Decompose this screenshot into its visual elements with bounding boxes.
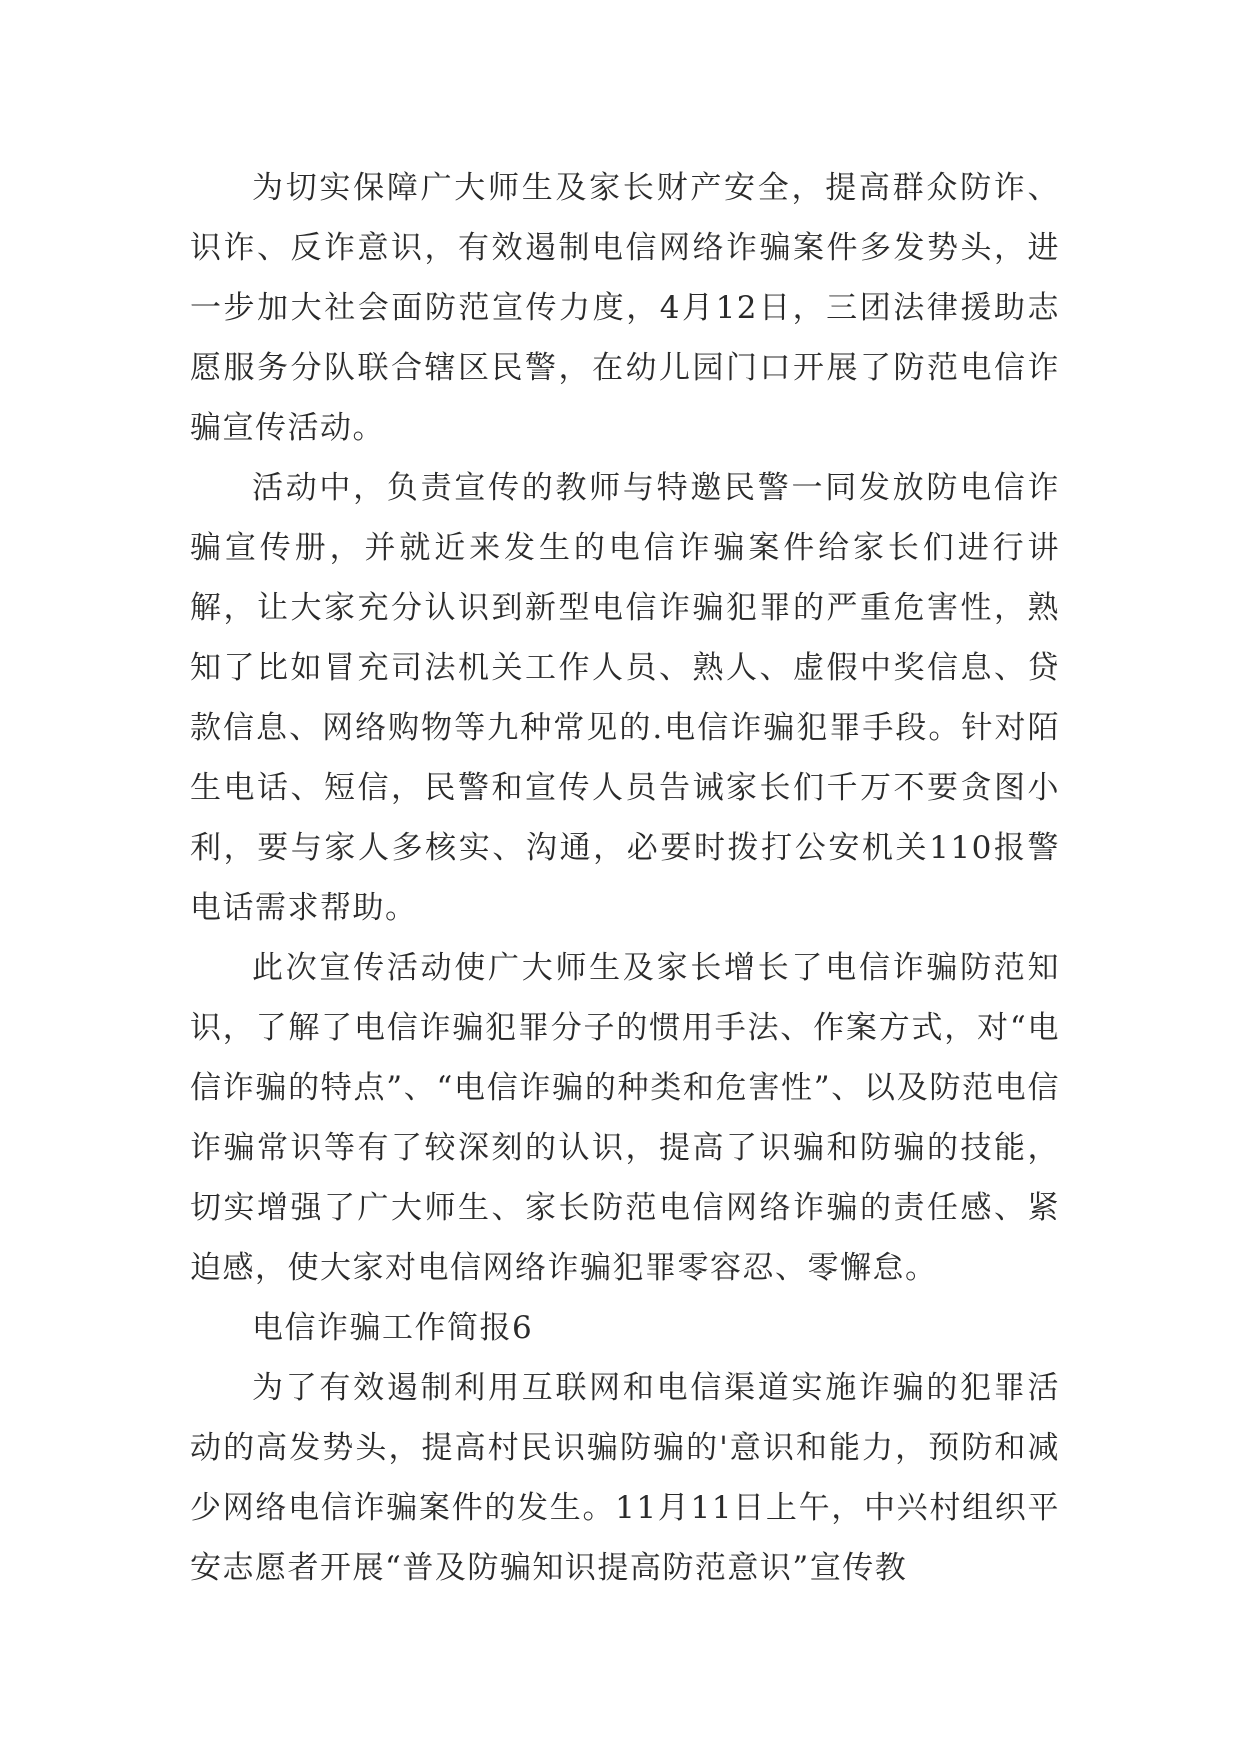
section-heading: 电信诈骗工作简报6 xyxy=(252,1310,534,1346)
body-paragraph-3: 此次宣传活动使广大师生及家长增长了电信诈骗防范知识，了解了电信诈骗犯罪分子的惯用手法、作案方式，对“电信诈骗的特点”、“电信诈骗的种类和危害性”、以及防范电信诈骗常识等有了较深刻的认识，提高了识骗和防骗的技能，切实增强了广大师生、家长防范电信网络诈骗的责任感、紧迫感，使大家对电信网络诈骗犯罪零容忍、零懈怠。 xyxy=(190,950,1060,1286)
document-page xyxy=(190,158,1060,1598)
body-paragraph-1: 为切实保障广大师生及家长财产安全，提高群众防诈、识诈、反诈意识，有效遏制电信网络诈骗案件多发势头，进一步加大社会面防范宣传力度，4月12日，三团法律援助志愿服务分队联合辖区民警，在幼儿园门口开展了防范电信诈骗宣传活动。 xyxy=(190,170,1060,446)
body-paragraph-4: 为了有效遏制利用互联网和电信渠道实施诈骗的犯罪活动的高发势头，提高村民识骗防骗的'意识和能力，预防和减少网络电信诈骗案件的发生。11月11日上午，中兴村组织平安志愿者开展“普及防骗知识提高防范意识”宣传教 xyxy=(190,1370,1060,1586)
body-paragraph-2: 活动中，负责宣传的教师与特邀民警一同发放防电信诈骗宣传册，并就近来发生的电信诈骗案件给家长们进行讲解，让大家充分认识到新型电信诈骗犯罪的严重危害性，熟知了比如冒充司法机关工作人员、熟人、虚假中奖信息、贷款信息、网络购物等九种常见的.电信诈骗犯罪手段。针对陌生电话、短信，民警和宣传人员告诫家长们千万不要贪图小利，要与家人多核实、沟通，必要时拨打公安机关110报警电话需求帮助。 xyxy=(190,470,1060,926)
